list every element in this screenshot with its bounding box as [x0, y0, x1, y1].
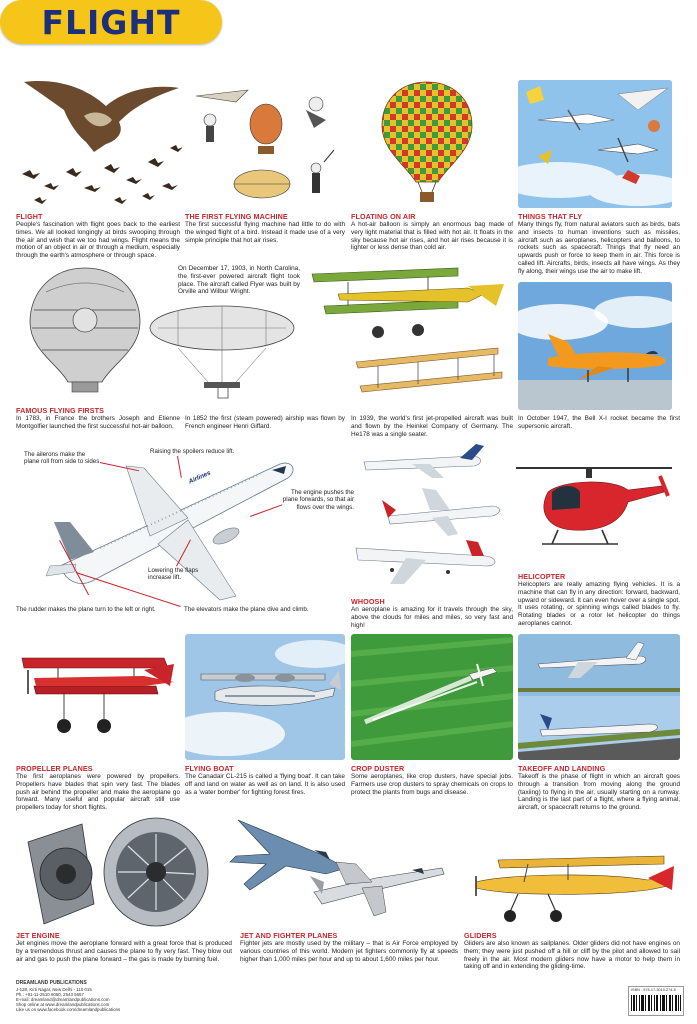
title-banner — [0, 0, 222, 44]
heading-propeller-planes: PROPELLER PLANES — [16, 764, 93, 773]
biplane-and-wright-flyer-illustration — [308, 258, 512, 410]
publisher-phone: Ph.: +91-11-2510 6050, 2543 5657 — [16, 992, 84, 997]
airliners-in-flight-illustration — [352, 444, 512, 594]
text-jet-and-fighter-planes: Fighter jets are mostly used by the military – that is Air Force employed by various countries of this world. Modern jet fighters commonly fly at speeds higher than 1,000 miles per hour and up to about 1,600 miles per hour. — [240, 940, 458, 963]
text-helicopter: Helicopters are really amazing flying vehicles. It is a machine that can fly in any direction: forward, backward, upward or sideward. It can even hover over a single spot. It uses rotating, or spinning wings called blades to fly. Rotating blades or a rotor let helicopter do things aeroplanes cannot. — [518, 581, 680, 627]
propeller-plane-illustration — [14, 646, 180, 740]
text-crop-duster: Some aeroplanes, like crop dusters, have special jobs. Farmers use crop dusters to spray chemicals on crops to protect the plants from bugs and disease. — [351, 773, 513, 796]
flying-boat-photo — [185, 634, 345, 760]
things-that-fly-photo — [518, 80, 672, 208]
jet-engine-illustration — [18, 812, 212, 930]
heading-helicopter: HELICOPTER — [518, 572, 566, 581]
airliner-diagram — [40, 448, 302, 608]
text-floating-on-air: A hot-air balloon is simply an enormous bag made of very light material that is filled with hot air. It floats in the sky because hot air rises, and hot air rises because it is lighter or less dense than cold air. — [351, 221, 513, 252]
heading-flight: FLIGHT — [16, 212, 43, 221]
page-title: FLIGHT — [41, 2, 181, 42]
text-famous-flying-firsts: In 1783, in France the brothers Joseph and Etienne Montgolfier launched the first successful hot-air balloon. — [16, 415, 180, 430]
heading-first-flying-machine: THE FIRST FLYING MACHINE — [185, 212, 288, 221]
label-ailerons: The ailerons make the plane roll from side to sides — [24, 451, 100, 466]
label-flaps: Lowering the flaps increase lift. — [148, 567, 199, 582]
crop-duster-photo — [351, 634, 513, 760]
heading-famous-flying-firsts: FAMOUS FLYING FIRSTS — [16, 406, 104, 415]
montgolfier-balloon-illustration — [26, 264, 144, 404]
heading-flying-boat: FLYING BOAT — [185, 764, 234, 773]
text-jet-engine: Jet engines move the aeroplane forward with a great force that is produced by a tremendous thrust and causes the plane to fly very fast. They blow out air and gas to push the plane forward – the gas is made by burning fuel. — [16, 940, 232, 963]
label-rudder: The rudder makes the plane turn to the left or right. — [16, 606, 156, 613]
giffard-airship-illustration — [148, 298, 296, 404]
publisher-address: J-128, Kirti Nagar, New Delhi - 110 015 — [16, 987, 92, 992]
glider-plane-illustration — [468, 846, 678, 926]
fighter-jets-illustration — [226, 812, 456, 930]
bell-x1-photo — [518, 282, 672, 410]
heading-crop-duster: CROP DUSTER — [351, 764, 405, 773]
heading-jet-engine: JET ENGINE — [16, 931, 60, 940]
airliner-livery: Airlines — [187, 469, 212, 486]
text-first-flying-machine: The first successful flying machine had little to do with the winged flight of a bird. Instead it made use of a very simple principle that hot air rises. — [185, 221, 345, 244]
text-wright-flyer: On December 17, 1903, in North Carolina, the first-ever powered aircraft flight took place. The aircraft called Flyer was built by Orville and Wilbur Wright. — [178, 265, 300, 296]
label-engine: The engine pushes the plane forwards, so that air flows over the wings. — [282, 489, 354, 511]
text-giffard-airship: In 1852 the first (steam powered) airship was flown by French engineer Henri Giffard. — [185, 415, 345, 430]
text-flight: People's fascination with flight goes back to the earliest times. We all looked longingly at birds swooping through the air and wish that we too had wings. Flight means the motion of an object in air or through a medium, especially through the earth's atmosphere or through space. — [16, 221, 180, 260]
publisher-social: Like us on www.facebook.com/dreamlandpublications — [16, 1007, 121, 1012]
heading-takeoff-and-landing: TAKEOFF AND LANDING — [518, 764, 606, 773]
text-bell-x1: In October 1947, the Bell X-I rocket became the first supersonic aircraft. — [518, 415, 680, 430]
isbn-barcode — [628, 986, 684, 1016]
isbn-number: ISBN - 978-17-3019-274-5 — [631, 988, 676, 992]
text-whoosh: An aeroplane is amazing for it travels through the sky, above the clouds for miles and miles, so very fast and high! — [351, 606, 513, 629]
text-flying-boat: The Canadair CL-215 is called a 'flying boat'. It can take off and land on water as well as on land. It is also used as a 'water bomber' for fighting forest fires. — [185, 773, 345, 796]
heading-things-that-fly: THINGS THAT FLY — [518, 212, 583, 221]
heading-gliders: GLIDERS — [464, 931, 497, 940]
publisher-name: DREAMLAND PUBLICATIONS — [16, 980, 87, 986]
birds-illustration — [14, 76, 182, 210]
text-propeller-planes: The first aeroplanes were powered by propellers. Propellers have blades that spin very fast. The blades push air behind the propeller and make the aeroplane go forward. Many useful and popular aircraft still use propellers today for short flights. — [16, 773, 180, 812]
takeoff-and-landing-photo — [518, 634, 680, 760]
text-things-that-fly: Many things fly, from natural aviators such as birds, bats and insects to human inventions such as missiles, aircraft such as aeroplanes, helicopters and balloons, to rockets such as spacecraft. Things that fly need an upwards push or force to keep them in air. This force is called lift. Aircrafts, birds, insects all have wings. As they fly along, their wings use the air to make lift. — [518, 221, 680, 275]
heading-floating-on-air: FLOATING ON AIR — [351, 212, 416, 221]
text-heinkel: In 1939, the world's first jet-propelled aircraft was built and flown by the Heinkel Company of Germany. The He178 was a single seater. — [351, 415, 513, 438]
heading-jet-and-fighter-planes: JET AND FIGHTER PLANES — [240, 931, 338, 940]
label-elevators: The elevators make the plane dive and climb. — [184, 606, 309, 613]
publisher-email: E-mail: dreamland@dreamlandpublications.com — [16, 997, 110, 1002]
early-flying-machines-illustration — [188, 80, 338, 208]
text-gliders: Gliders are also known as sailplanes. Older gliders did not have engines on them; they were just pushed off a hill or cliff by the pilot and allowed to sail freely in the air. Most modern gliders now have a motor to help them in taking off and in extending the gliding-time. — [464, 940, 680, 971]
text-takeoff-and-landing: Takeoff is the phase of flight in which an aircraft goes through a transition from moving along the ground (taxiing) to flying in the air, usually starting on a runway. Landing is the last part of a flight, where a flying animal, aircraft, or spacecraft returns to the ground. — [518, 773, 680, 812]
hot-air-balloon-illustration — [378, 78, 476, 206]
helicopter-illustration — [512, 452, 676, 572]
publisher-shop: Shop online at www.dreamlandpublications.com — [16, 1002, 110, 1007]
label-spoilers: Raising the spoilers reduce lift. — [150, 448, 235, 455]
heading-whoosh: WHOOSH — [351, 597, 385, 606]
